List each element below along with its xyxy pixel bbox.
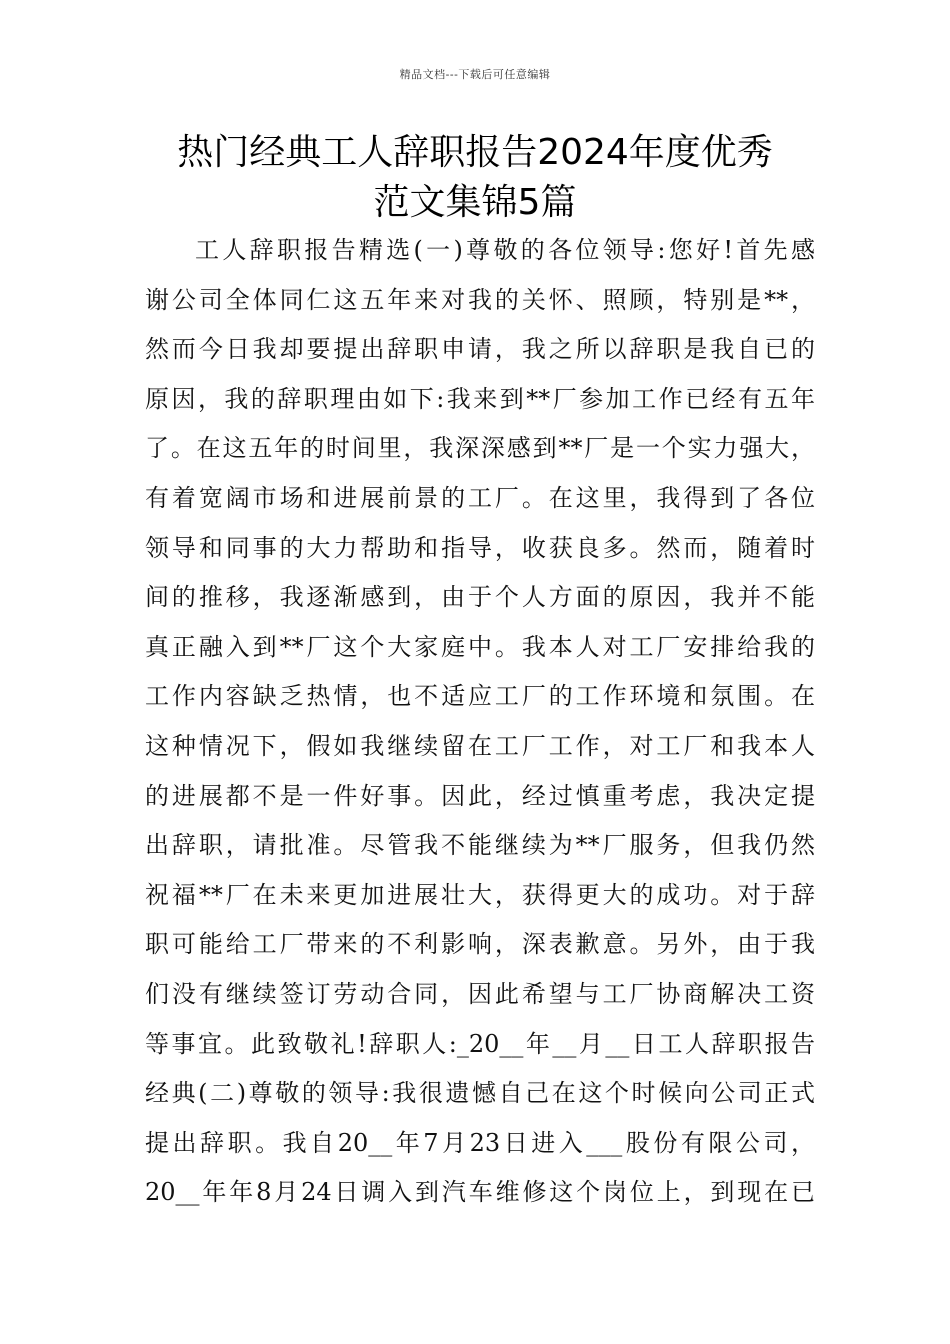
body-line: 出辞职，请批准。尽管我不能继续为**厂服务，但我仍然 <box>145 831 815 860</box>
body-line: 真正融入到**厂这个大家庭中。我本人对工厂安排给我的 <box>145 632 815 661</box>
body-text <box>145 226 815 1218</box>
body-line: 工人辞职报告精选(一)尊敬的各位领导:您好!首先感 <box>195 236 815 264</box>
body-line: 职可能给工厂带来的不利影响，深表歉意。另外，由于我 <box>145 930 815 959</box>
body-line: 提出辞职。我自20__年7月23日进入___股份有限公司， <box>145 1128 815 1157</box>
body-line: 的进展都不是一件好事。因此，经过慎重考虑，我决定提 <box>145 781 815 810</box>
title-line-1: 热门经典工人辞职报告2024年度优秀 <box>177 132 773 173</box>
header-note: 精品文档---下载后可任意编辑 <box>399 68 551 81</box>
body-line: 了。在这五年的时间里，我深深感到**厂是一个实力强大， <box>145 434 815 463</box>
body-line: 间的推移，我逐渐感到，由于个人方面的原因，我并不能 <box>145 583 815 612</box>
title-line-2: 范文集锦5篇 <box>373 182 577 223</box>
body-line: 工作内容缺乏热情，也不适应工厂的工作环境和氛围。在 <box>145 682 815 711</box>
body-line: 领导和同事的大力帮助和指导，收获良多。然而，随着时 <box>145 533 815 562</box>
document-title <box>120 128 830 228</box>
body-line: 等事宜。此致敬礼!辞职人:_20__年__月__日工人辞职报告 <box>145 1029 815 1058</box>
body-line: 有着宽阔市场和进展前景的工厂。在这里，我得到了各位 <box>145 483 815 512</box>
body-line: 这种情况下，假如我继续留在工厂工作，对工厂和我本人 <box>145 731 815 760</box>
body-line: 们没有继续签订劳动合同，因此希望与工厂协商解决工资 <box>145 979 815 1008</box>
body-line: 原因，我的辞职理由如下:我来到**厂参加工作已经有五年 <box>145 384 815 413</box>
body-line: 谢公司全体同仁这五年来对我的关怀、照顾，特别是**， <box>145 285 815 314</box>
body-line: 祝福**厂在未来更加进展壮大，获得更大的成功。对于辞 <box>145 880 815 909</box>
body-line: 然而今日我却要提出辞职申请，我之所以辞职是我自已的 <box>145 335 815 364</box>
body-line: 20__年年8月24日调入到汽车维修这个岗位上，到现在已 <box>145 1178 815 1207</box>
body-line: 经典(二)尊敬的领导:我很遗憾自己在这个时候向公司正式 <box>145 1079 815 1108</box>
